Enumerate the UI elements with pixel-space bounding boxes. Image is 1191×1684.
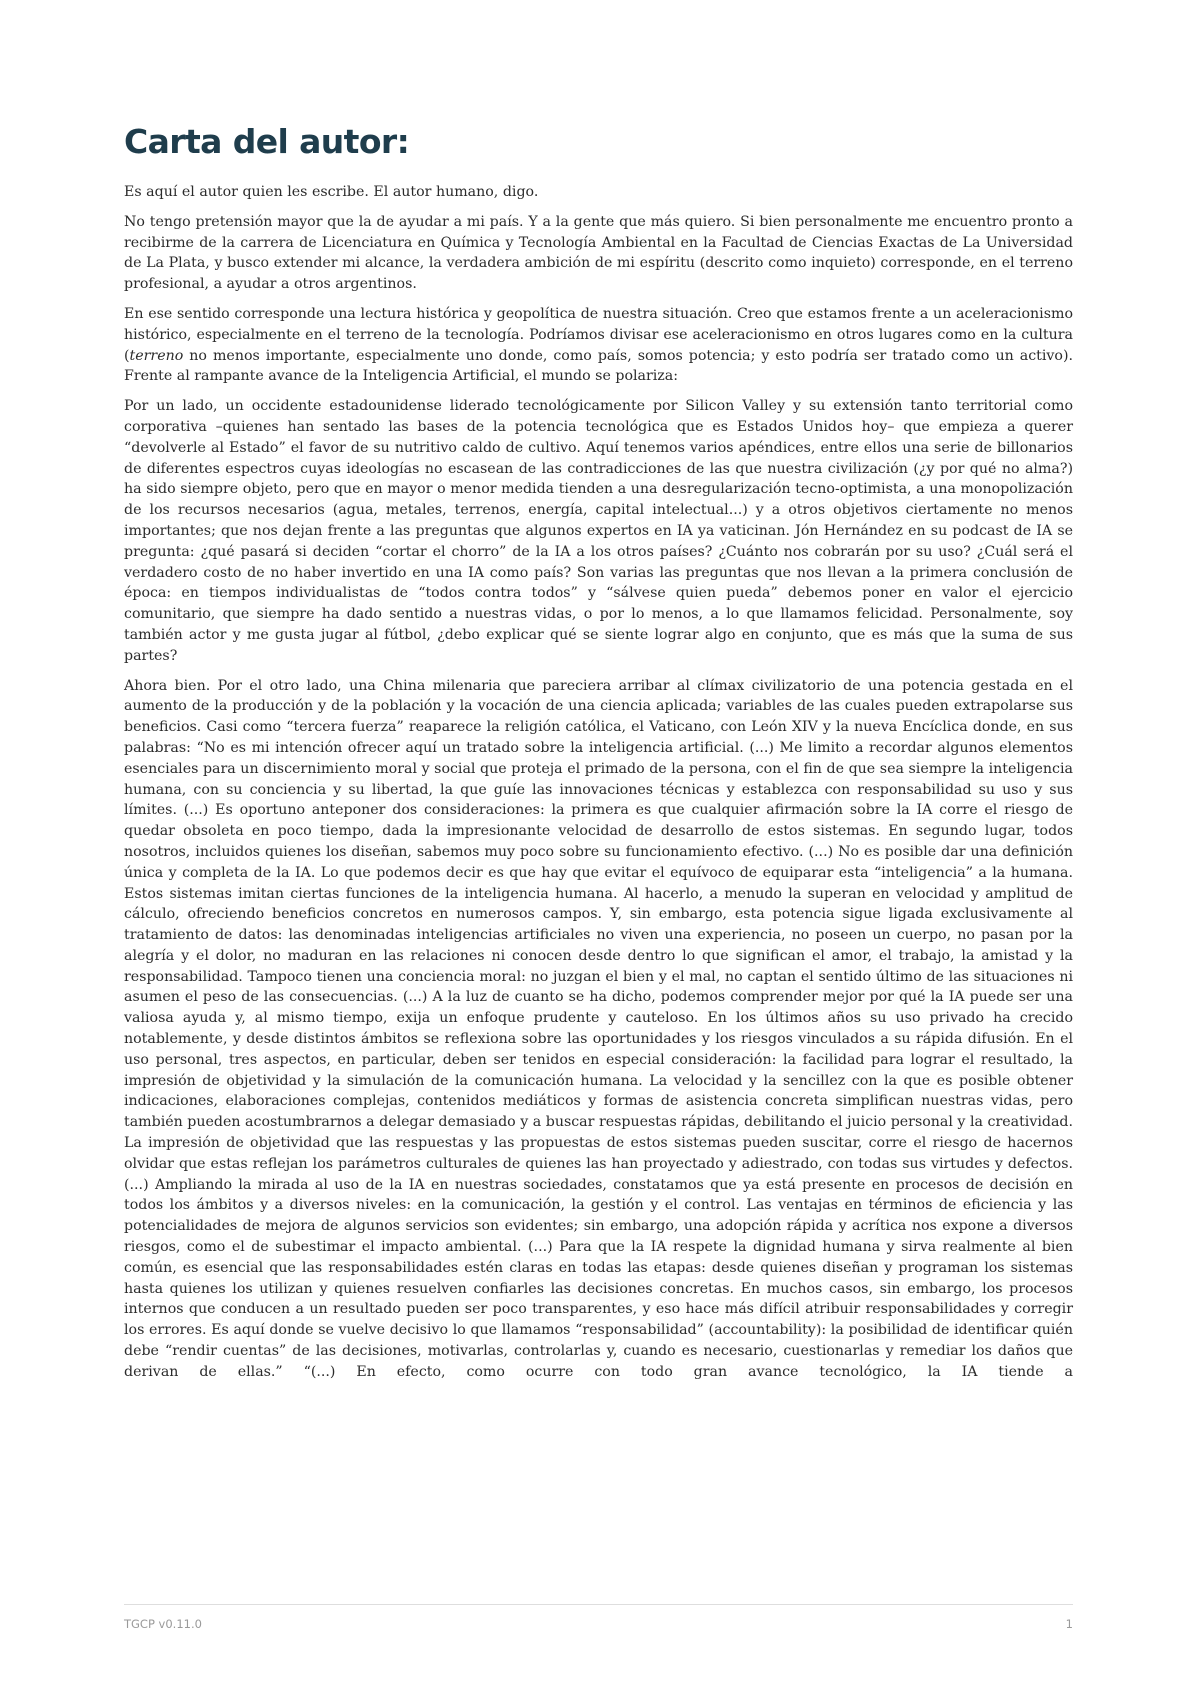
page-title: Carta del autor: (124, 122, 410, 161)
page-footer (124, 1604, 1073, 1631)
footer-version: TGCP v0.11.0 (124, 1617, 202, 1631)
paragraph-west: Por un lado, un occidente estadounidense liderado tecnológicamente por Silicon Valley y su extensión tanto territorial como corporativa –quienes han sentado las bases de la potencia tecnológica que es Estados Unidos hoy– que empieza a querer “devolverle al Estado” el favor de su nutritivo caldo de cultivo. Aquí tenemos varios apéndices, entre ellos una serie de billonarios de diferentes espectros cuyas ideologías no escasean de las contradicciones de las que nuestra civilización (¿y por qué no alma?) ha sido siempre objeto, pero que en mayor o menor medida tienden a una desregularización tecno-optimista, a una monopolización de los recursos necesarios (agua, metales, terrenos, energía, capital intelectual...) y a otros objetivos ciertamente no menos importantes; que nos dejan frente a las preguntas que algunos expertos en IA ya vaticinan. Jón Hernández en su podcast de IA se pregunta: ¿qué pasará si deciden “cortar el chorro” de la IA a los otros países? ¿Cuánto nos cobrarán por su uso? ¿Cuál será el verdadero costo de no haber invertido en una IA como país? Son varias las preguntas que nos llevan a la primera conclusión de época: en tiempos individualistas de “todos contra todos” y “sálvese quien pueda” debemos poner en valor el ejercicio comunitario, que siempre ha dado sentido a nuestras vidas, o por lo menos, a lo que llamamos felicidad. Personalmente, soy también actor y me gusta jugar al fútbol, ¿debo explicar qué se siente lograr algo en conjunto, que es más que la suma de sus partes? (124, 398, 1073, 664)
paragraph-ambition: No tengo pretensión mayor que la de ayudar a mi país. Y a la gente que más quiero. Si bien personalmente me encuentro pronto a recibirme de la carrera de Licenciatura en Química y Tecnología Ambiental en la Facultad de Ciencias Exactas de La Universidad de La Plata, y busco extender mi alcance, la verdadera ambición de mi espíritu (descrito como inquieto) corresponde, en el terreno profesional, a ayudar a otros argentinos. (124, 213, 1073, 293)
paragraph-context-part2: no menos importante, especialmente uno donde, como país, somos potencia; y esto podría ser tratado como un activo). Frente al rampante avance de la Inteligencia Artificial, el mundo se polariza: (124, 347, 1073, 385)
document-body (124, 182, 1073, 1383)
footer-page-number: 1 (1065, 1617, 1073, 1631)
paragraph-context (124, 304, 1073, 387)
paragraph-intro: Es aquí el autor quien les escribe. El autor humano, digo. (124, 184, 539, 200)
paragraph-context-part1: En ese sentido corresponde una lectura histórica y geopolítica de nuestra situación. Creo que estamos frente a un aceleracionismo histórico, especialmente en el terreno de la tecnología. Podríamos divisar ese aceleracionismo en otros lugares como en la cultura ( (124, 305, 1073, 364)
paragraph-china-vatican: Ahora bien. Por el otro lado, una China milenaria que pareciera arribar al clímax civilizatorio de una potencia gestada en el aumento de la producción y de la población y la vocación de una ciencia aplicada; variables de las cuales pueden extrapolarse sus beneficios. Casi como “tercera fuerza” reaparece la religión católica, el Vaticano, con León XIV y la nueva Encíclica donde, en sus palabras: “No es mi intención ofrecer aquí un tratado sobre la inteligencia artificial. (...) Me limito a recordar algunos elementos esenciales para un discernimiento moral y social que proteja el primado de la persona, con el fin de que sea siempre la inteligencia humana, con su conciencia y su libertad, la que guíe las innovaciones técnicas y establezca con responsabilidad su uso y sus límites. (...) Es oportuno anteponer dos consideraciones: la primera es que cualquier afirmación sobre la IA corre el riesgo de quedar obsoleta en poco tiempo, dada la impresionante velocidad de desarrollo de estos sistemas. En segundo lugar, todos nosotros, incluidos quienes los diseñan, sabemos muy poco sobre su funcionamiento efectivo. (...) No es posible dar una definición única y completa de la IA. Lo que podemos decir es que hay que evitar el equívoco de equiparar esta “inteligencia” a la humana. Estos sistemas imitan ciertas funciones de la inteligencia humana. Al hacerlo, a menudo la superan en velocidad y amplitud de cálculo, ofreciendo beneficios concretos en numerosos campos. Y, sin embargo, esta potencia sigue ligada exclusivamente al tratamiento de datos: las denominadas inteligencias artificiales no viven una experiencia, no poseen un cuerpo, no pasan por la alegría y el dolor, no maduran en las relaciones ni conocen desde dentro lo que significan el amor, el trabajo, la amistad y la responsabilidad. Tampoco tienen una conciencia moral: no juzgan el bien y el mal, no captan el sentido último de las situaciones ni asumen el peso de las consecuencias. (...) A la luz de cuanto se ha dicho, podemos comprender mejor por qué la IA puede ser una valiosa ayuda y, al mismo tiempo, exija un enfoque prudente y cauteloso. En los últimos años su uso privado ha crecido notablemente, y desde distintos ámbitos se reflexiona sobre las oportunidades y los riesgos vinculados a su rápida difusión. En el uso personal, tres aspectos, en particular, deben ser tenidos en especial consideración: la facilidad para lograr el resultado, la impresión de objetividad y la simulación de la comunicación humana. La velocidad y la sencillez con la que es posible obtener indicaciones, elaboraciones complejas, contenidos mediáticos y formas de asistencia concreta simplifican nuestras vidas, pero también pueden acostumbrarnos a delegar demasiado y a buscar respuestas rápidas, debilitando el juicio personal y la creatividad. La impresión de objetividad que las respuestas y las propuestas de estos sistemas pueden suscitar, corre el riesgo de hacernos olvidar que estas reflejan los parámetros culturales de quienes las han proyectado y adiestrado, con todas sus virtudes y defectos. (...) Ampliando la mirada al uso de la IA en nuestras sociedades, constatamos que ya está presente en procesos de decisión en todos los ámbitos y a diversos niveles: en la comunicación, la gestión y el control. Las ventajas en términos de eficiencia y las potencialidades de mejora de algunos servicios son evidentes; sin embargo, una adopción rápida y acrítica nos expone a diversos riesgos, como el de subestimar el impacto ambiental. (...) Para que la IA respete la dignidad humana y sirva realmente al bien común, es esencial que las responsabilidades estén claras en todas las etapas: desde quienes diseñan y programan los sistemas hasta quienes los utilizan y quienes resuelven confiarles las decisiones concretas. En muchos casos, sin embargo, los procesos internos que conducen a un resultado pueden ser poco transparentes, y eso hace más difícil atribuir responsabilidades y corregir los errores. Es aquí donde se vuelve decisivo lo que llamamos “responsabilidad” (accountability): la posibilidad de identificar quién debe “rendir cuentas” de las decisiones, motivarlas, controlarlas y, cuando es necesario, cuestionarlas y remediar los daños que derivan de ellas.” “(...) En efecto, como ocurre con todo gran avance tecnológico, la IA tiende a (124, 677, 1073, 1380)
document-page (124, 0, 1073, 1684)
paragraph-context-italic: terreno (129, 347, 184, 364)
